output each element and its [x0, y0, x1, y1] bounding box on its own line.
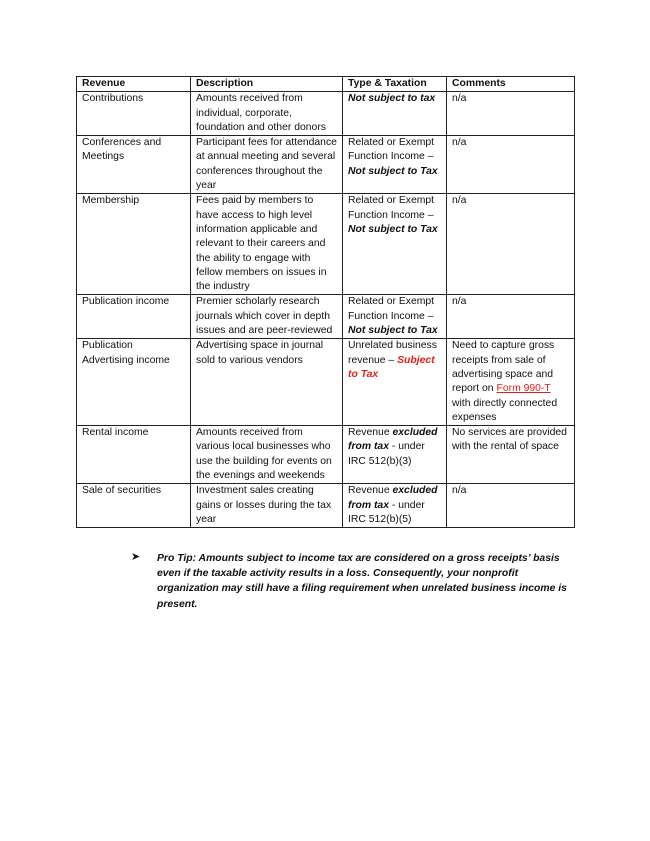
description-cell: Premier scholarly research journals which cover in depth issues and are peer-reviewed [191, 295, 343, 339]
description-cell: Amounts received from individual, corporate, foundation and other donors [191, 92, 343, 136]
tax-status: Not subject to tax [348, 93, 436, 105]
type-text-tail: - under IRC 512(b)(3) [348, 441, 425, 467]
comments-cell: n/a [447, 92, 575, 136]
table-row [77, 295, 575, 339]
description-cell: Advertising space in journal sold to various vendors [191, 339, 343, 426]
comments-text: Need to capture gross receipts from sale of advertising space and report on [452, 340, 555, 395]
tax-status: Subject to Tax [348, 354, 435, 380]
revenue-cell: Publication Advertising income [77, 339, 191, 426]
table-row [77, 136, 575, 194]
arrow-bullet-icon: ➤ [131, 551, 141, 563]
type-text: Unrelated business revenue – [348, 340, 437, 366]
table-row [77, 194, 575, 295]
revenue-cell: Publication income [77, 295, 191, 339]
comments-cell: No services are provided with the rental of space [447, 426, 575, 484]
type-cell [343, 426, 447, 484]
type-cell [343, 92, 447, 136]
tax-status: Not subject to Tax [348, 223, 438, 235]
type-cell [343, 339, 447, 426]
header-revenue: Revenue [77, 77, 191, 92]
description-cell: Investment sales creating gains or losses during the tax year [191, 484, 343, 528]
type-cell [343, 484, 447, 528]
revenue-cell: Conferences and Meetings [77, 136, 191, 194]
type-text-tail: - under IRC 512(b)(5) [348, 499, 425, 525]
table-row [77, 339, 575, 426]
comments-cell: n/a [447, 295, 575, 339]
type-cell [343, 295, 447, 339]
revenue-cell: Rental income [77, 426, 191, 484]
revenue-cell: Sale of securities [77, 484, 191, 528]
comments-cell: n/a [447, 194, 575, 295]
description-cell: Amounts received from various local businesses who use the building for events on the evenings and weekends [191, 426, 343, 484]
comments-cell: n/a [447, 136, 575, 194]
revenue-cell: Contributions [77, 92, 191, 136]
description-cell: Fees paid by members to have access to high level information applicable and relevant to their careers and the ability to engage with fellow members on issues in the industry [191, 194, 343, 295]
tax-status: excluded from tax [348, 485, 438, 511]
tax-status: Not subject to Tax [348, 325, 438, 337]
header-description: Description [191, 77, 343, 92]
table-header-row [77, 77, 575, 92]
table-row [77, 92, 575, 136]
revenue-table [76, 76, 575, 528]
description-cell: Participant fees for attendance at annual meeting and several conferences throughout the year [191, 136, 343, 194]
tax-status: excluded from tax [348, 427, 438, 453]
revenue-cell: Membership [77, 194, 191, 295]
type-text: Related or Exempt Function Income – [348, 137, 435, 163]
tax-status: Not subject to Tax [348, 165, 438, 177]
header-comments: Comments [447, 77, 575, 92]
header-type-taxation: Type & Taxation [343, 77, 447, 92]
pro-tip [135, 551, 575, 612]
type-text: Revenue [348, 485, 390, 497]
comments-text-tail: with directly connected expenses [452, 397, 558, 423]
table-row [77, 484, 575, 528]
type-text: Related or Exempt Function Income – [348, 195, 435, 221]
type-cell [343, 194, 447, 295]
pro-tip-text: Pro Tip: Amounts subject to income tax are considered on a gross receipts’ basis even if the taxable activity results in a loss. Consequently, your nonprofit organization may still have a filing requirement when unrelated business income is present. [157, 553, 567, 610]
type-cell [343, 136, 447, 194]
table-row [77, 426, 575, 484]
type-text: Related or Exempt Function Income – [348, 296, 435, 322]
comments-cell: n/a [447, 484, 575, 528]
comments-cell [447, 339, 575, 426]
type-text: Revenue [348, 427, 390, 439]
form-990t-link[interactable]: Form 990-T [496, 383, 551, 395]
